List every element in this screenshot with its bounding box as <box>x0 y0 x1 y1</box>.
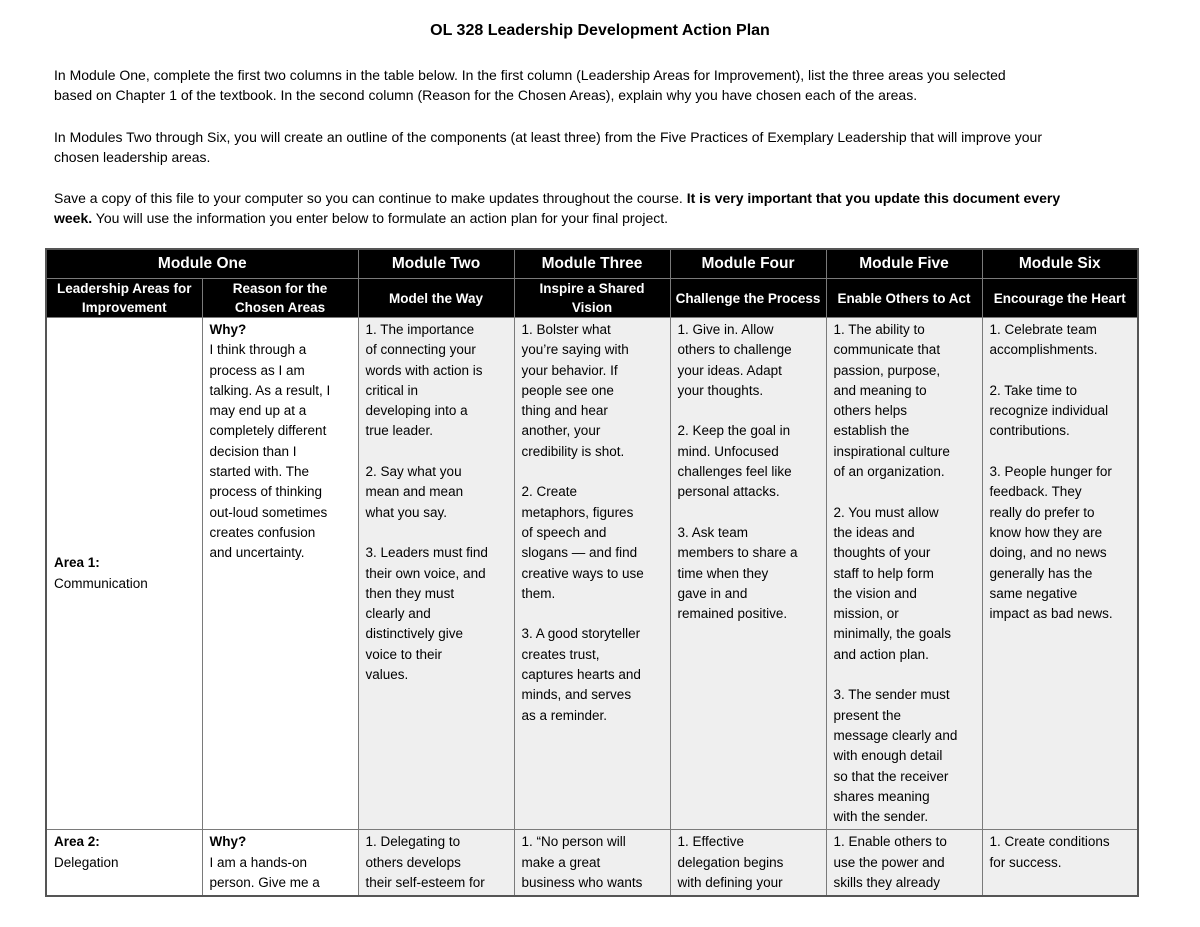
area-name: Communication <box>54 575 148 591</box>
intro-paragraph-3-text: Save a copy of this file to your computer so you can continue to make updates throughout the course. <box>54 190 687 206</box>
subheader-inspire-vision: Inspire a Shared Vision <box>514 279 670 318</box>
subheader-encourage-heart: Encourage the Heart <box>982 279 1138 318</box>
intro-paragraph-2: In Modules Two through Six, you will create an outline of the components (at least three) from the Five Practices of Exemplary Leadership that will improve your chosen leadership areas. <box>54 129 1042 165</box>
area-cell <box>46 318 202 830</box>
intro-paragraph-3 <box>54 188 1149 228</box>
intro-paragraph-1: In Module One, complete the first two columns in the table below. In the first column (Leadership Areas for Improvement), list the three areas you selected based on Chapter 1 of the textbook. In the second column (Reason for the Chosen Areas), explain why you have chosen each of the areas. <box>54 67 1006 103</box>
area-label: Area 2: <box>54 834 100 850</box>
header-module-two: Module Two <box>358 249 514 279</box>
why-label: Why? <box>209 834 247 850</box>
module-three-cell: 1. “No person will make a great business who wants <box>514 830 670 896</box>
area-cell <box>46 830 202 896</box>
why-text: I think through a process as I am talking. As a result, I may end up at a completely different decision than I started with. The process of thinking out-loud sometimes creates confusion and uncertainty. <box>209 342 331 561</box>
subheader-reason: Reason for the Chosen Areas <box>202 279 358 318</box>
intro-paragraph-3-end: You will use the information you enter below to formulate an action plan for your final project. <box>92 210 669 226</box>
why-label: Why? <box>209 322 247 337</box>
subheader-challenge-process: Challenge the Process <box>670 279 826 318</box>
subheader-leadership-areas: Leadership Areas for Improvement <box>46 279 202 318</box>
table-row <box>46 318 1138 830</box>
module-five-cell: 1. Enable others to use the power and skills they already <box>826 830 982 896</box>
header-module-one: Module One <box>46 249 358 279</box>
subheader-model-the-way: Model the Way <box>358 279 514 318</box>
reason-cell <box>202 830 358 896</box>
table-row <box>46 830 1138 896</box>
header-module-three: Module Three <box>514 249 670 279</box>
module-four-cell: 1. Effective delegation begins with defining your <box>670 830 826 896</box>
module-four-cell: 1. Give in. Allow others to challenge your ideas. Adapt your thoughts. 2. Keep the goal in mind. Unfocused challenges feel like personal attacks. 3. Ask team members to share a time when they gave in and remained positive. <box>670 318 826 830</box>
reason-cell <box>202 318 358 830</box>
module-five-cell: 1. The ability to communicate that passion, purpose, and meaning to others helps establish the inspirational culture of an organization. 2. You must allow the ideas and thoughts of your staff to help form the vision and mission, or minimally, the goals and action plan. 3. The sender must present the message clearly and with enough detail so that the receiver shares meaning with the sender. <box>826 318 982 830</box>
module-six-cell: 1. Create conditions for success. <box>982 830 1138 896</box>
why-text: I am a hands-on person. Give me a <box>209 854 320 891</box>
header-module-four: Module Four <box>670 249 826 279</box>
page-title: OL 328 Leadership Development Action Plan <box>430 22 770 39</box>
header-module-five: Module Five <box>826 249 982 279</box>
module-two-cell: 1. The importance of connecting your words with action is critical in developing into a true leader. 2. Say what you mean and mean what you say. 3. Leaders must find their own voice, and then they must clearly and distinctively give voice to their values. <box>358 318 514 830</box>
area-name: Delegation <box>54 854 119 870</box>
action-plan-table <box>45 248 1139 897</box>
subheader-enable-others: Enable Others to Act <box>826 279 982 318</box>
header-module-six: Module Six <box>982 249 1138 279</box>
intro-paragraph-3-emphasis: It is very important that you update this document every week. <box>54 190 1061 226</box>
module-two-cell: 1. Delegating to others develops their self-esteem for <box>358 830 514 896</box>
area-label: Area 1: <box>54 555 100 571</box>
module-three-cell: 1. Bolster what you’re saying with your behavior. If people see one thing and hear another, your credibility is shot. 2. Create metaphors, figures of speech and slogans — and find creative ways to use them. 3. A good storyteller creates trust, captures hearts and minds, and serves as a reminder. <box>514 318 670 830</box>
module-six-cell: 1. Celebrate team accomplishments. 2. Take time to recognize individual contributions. 3. People hunger for feedback. They really do prefer to know how they are doing, and no news generally has the same negative impact as bad news. <box>982 318 1138 830</box>
